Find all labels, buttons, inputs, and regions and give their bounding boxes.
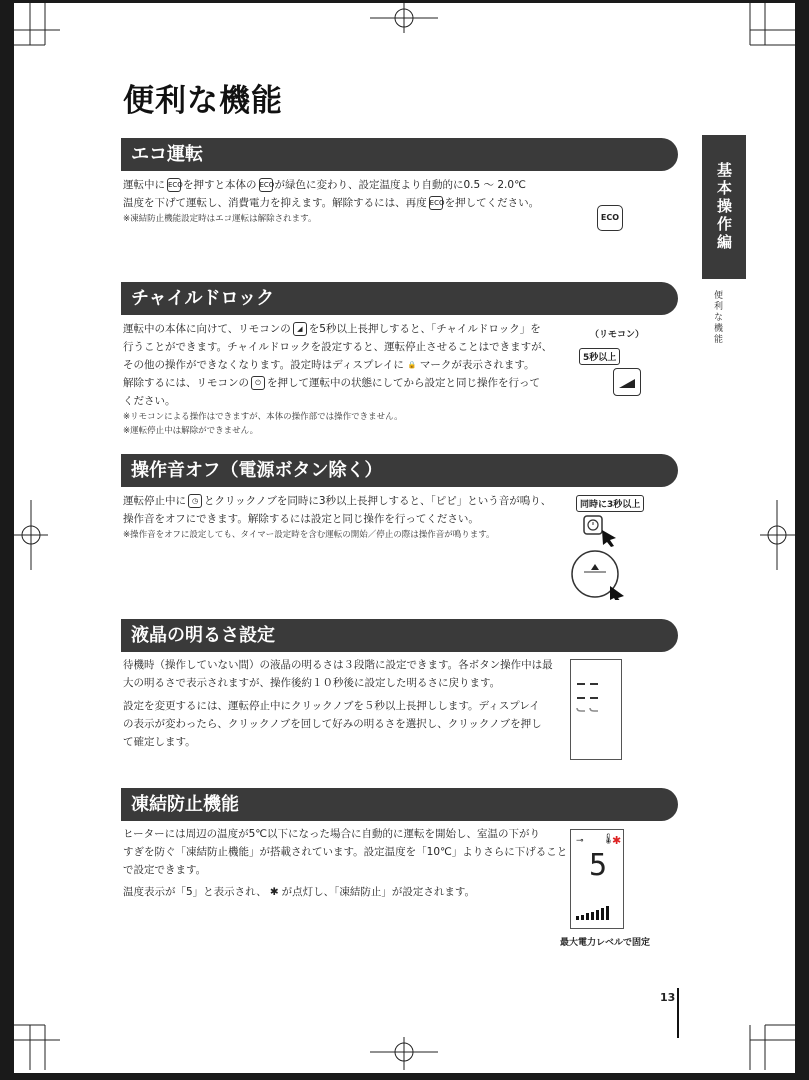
section-body-brightness: 待機時（操作していない間）の液晶の明るさは３段階に設定できます。各ボタン操作中は最 大の明るさで表示されますが、操作後約１０秒後に設定した明るさに戻ります。 設定を変更するには、運転停止中にクリックノブを５秒以上長押しします。ディスプレイ の表示が変わったら、クリックノブを回して好みの明るさを選択し、クリックノブを押し て確定します。 [123,659,553,748]
five-sec-badge: 5秒以上 [579,348,620,365]
section-heading-sound-off: 操作音オフ（電源ボタン除く） [121,454,678,487]
side-tab: 基本操作編 [702,135,746,279]
knob-diagram-icon [570,512,650,600]
section-heading-child-lock: チャイルドロック [121,282,678,315]
lcd-brightness-display [570,659,622,760]
page-title: 便利な機能 [123,83,283,119]
timer-key-icon: ◷ [188,494,202,508]
power-key-icon: ⏻ [251,376,265,390]
padlock-icon: 🔒 [407,361,417,369]
eco-button-icon: ECO [597,205,623,231]
section-heading-brightness: 液晶の明るさ設定 [121,619,678,652]
power-level-icon [576,906,616,922]
side-tab-sub: 便利な機能 [712,290,722,345]
thermometer-icon: 🌡 [602,834,615,845]
eco-indicator-icon: ECO [259,178,273,192]
fixed-max-power-caption: 最大電力レベルで固定 [560,938,651,948]
eco-note: ※凍結防止機能設定時はエコ運転は解除されます。 [123,214,317,224]
eco-key-icon: ECO [429,196,443,210]
lock-key-icon: ◢ [293,322,307,336]
snowflake-icon: ✱ [269,886,279,898]
section-heading-freeze: 凍結防止機能 [121,788,678,821]
three-sec-badge: 同時に3秒以上 [576,495,644,512]
section-body-eco: 運転中に ECOを押すと本体の ECOが緑色に変わり、設定温度より自動的に0.5 ～ 2.0℃ 温度を下げて運転し、消費電力を抑えます。解除するには、再度 ECOを押してください。 ※凍結防止機能設定時はエコ運転は解除されます。 [123,176,573,226]
section-body-child-lock: 運転中の本体に向けて、リモコンの ◢ を5秒以上長押しすると、「チャイルドロック」を 行うことができます。チャイルドロックを設定すると、運転停止させることはできますが、 その他の操作ができなくなります。設定時はディスプレイに 🔒 マークが表示されます。 解除するには、リモコンの ⏻ を押して運転中の状態にしてから設定と同じ操作を行って ください。 ※リモコンによる操作はできますが、本体の操作部では操作できません。 ※運転停止中は解除ができません。 [123,323,553,436]
temperature-value: 5 [589,848,608,883]
lcd-freeze-display [570,829,624,929]
remote-label: （リモコン） [590,330,645,340]
section-heading-eco: エコ運転 [121,138,678,171]
page-number: 13 [660,991,676,1004]
section-body-freeze: ヒーターには周辺の温度が5℃以下になった場合に自動的に運転を開始し、室温の下がり すぎを防ぐ「凍結防止機能」が搭載されています。設定温度を「10℃」よりさらに下げること で設定できます。 温度表示が「5」と表示され、 ✱ が点灯し、「凍結防止」が設定されます。 [123,828,568,898]
plug-icon: ⊸ [576,836,584,846]
page-number-rule [677,988,679,1038]
remote-lock-button-icon [613,368,641,396]
section-body-sound-off: 運転停止中に ◷ とクリックノブを同時に3秒以上長押しすると、「ピピ」という音が鳴り、 操作音をオフにできます。解除するには設定と同じ操作を行ってください。 ※操作音をオフに設定しても、タイマー設定時を含む運転の開始／停止の際は操作音が鳴ります。 [123,495,552,540]
snowflake-icon: ✱ [612,834,622,847]
eco-key-icon: ECO [167,178,181,192]
